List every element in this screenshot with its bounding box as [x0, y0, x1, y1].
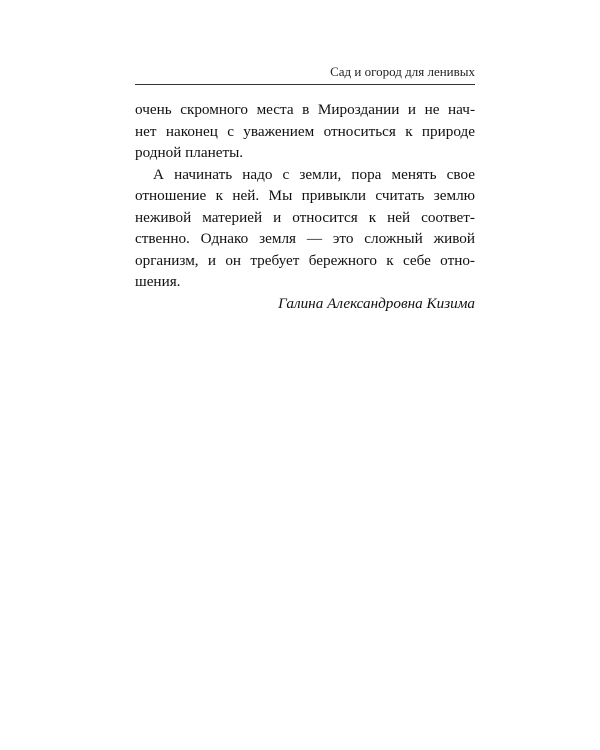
- text-line: отношение к ней. Мы привыкли считать землю: [135, 187, 475, 204]
- text-line: очень скромного места в Мироздании и не нач-: [135, 101, 475, 118]
- text-line: организм, и он требует бережного к себе отно-: [135, 251, 475, 269]
- text-line: неживой материей и относится к ней соответ-: [135, 208, 475, 226]
- body-text: [135, 99, 475, 314]
- author-signature: Галина Александровна Кизима: [278, 294, 475, 312]
- header-rule: [135, 84, 475, 85]
- text-line: родной планеты.: [135, 144, 244, 161]
- text-line: А начинать надо с земли, пора менять свое: [153, 165, 475, 183]
- running-header: Сад и огород для ленивых: [330, 64, 475, 79]
- text-line: нет наконец с уважением относиться к природе: [135, 122, 475, 140]
- text-line: ственно. Однако земля — это сложный живой: [135, 230, 475, 247]
- text-line: шения.: [135, 273, 181, 290]
